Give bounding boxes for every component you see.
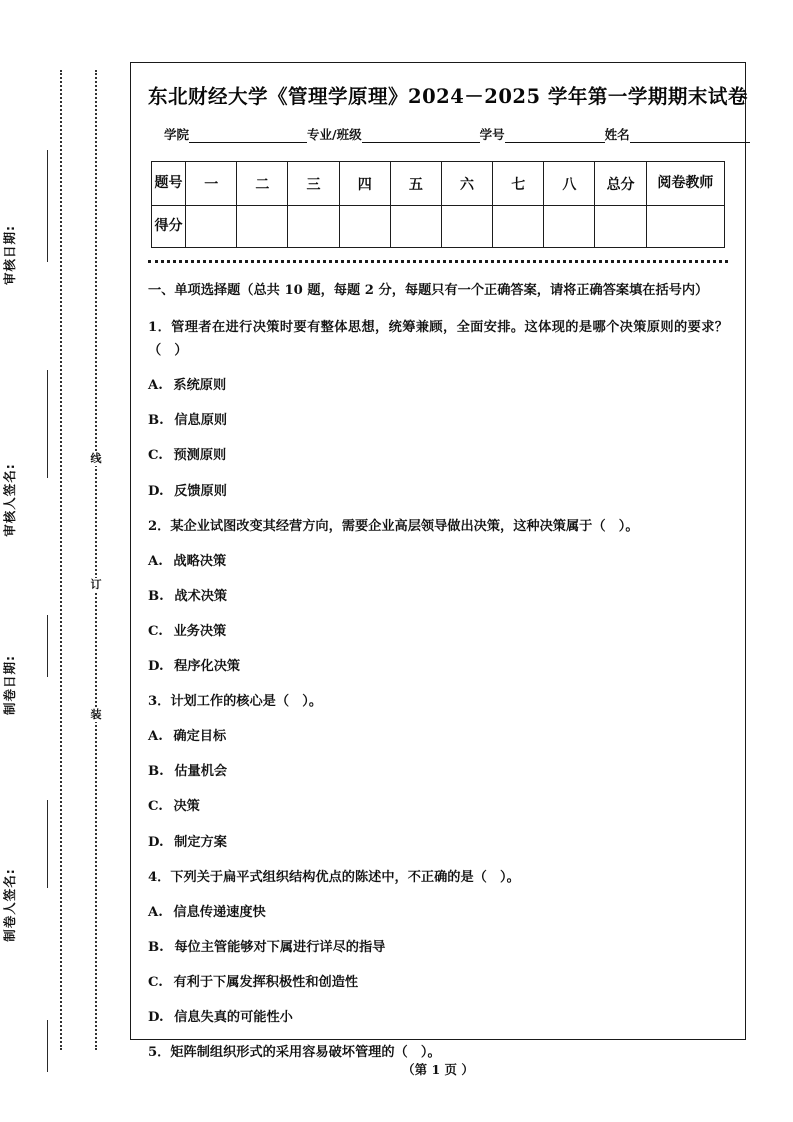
score-cell-8[interactable]: [544, 206, 595, 248]
student-info-row: [164, 125, 728, 143]
option-letter: B.: [148, 764, 164, 780]
question-1-option-b[interactable]: [148, 409, 728, 432]
option-text: 确定目标: [173, 729, 227, 745]
major-class-field[interactable]: [307, 125, 480, 143]
col-header-teacher: 阅卷教师: [646, 162, 724, 206]
question-5-stem: 5．矩阵制组织形式的采用容易破坏管理的（ ）。: [148, 1045, 441, 1061]
col-header-3: 三: [288, 162, 339, 206]
score-table-body: [152, 162, 725, 248]
name-input[interactable]: [630, 129, 750, 143]
question-1-option-c[interactable]: [148, 444, 728, 467]
option-text: 战略决策: [173, 553, 227, 569]
option-letter: D.: [148, 659, 164, 675]
margin-rule-5: [47, 1020, 48, 1072]
question-2-option-b[interactable]: [148, 585, 728, 608]
name-label: 姓名: [604, 127, 630, 142]
dotted-separator: [148, 260, 728, 263]
option-letter: B.: [148, 939, 164, 955]
row-header-score: [152, 206, 186, 248]
option-letter: A.: [148, 729, 163, 745]
college-field[interactable]: [164, 125, 307, 143]
score-cell-1[interactable]: [186, 206, 237, 248]
score-cell-6[interactable]: [441, 206, 492, 248]
margin-rule-1: [47, 150, 48, 262]
question-4-stem: 4．下列关于扁平式组织结构优点的陈述中，不正确的是（ ）。: [148, 869, 520, 885]
option-letter: D.: [148, 834, 164, 850]
score-cell-7[interactable]: [493, 206, 544, 248]
col-header-6: 六: [441, 162, 492, 206]
score-cell-total[interactable]: [595, 206, 646, 248]
option-text: 战术决策: [174, 588, 228, 604]
option-text: 系统原则: [173, 378, 227, 394]
option-letter: C.: [148, 623, 163, 639]
option-letter: A.: [148, 378, 163, 394]
seal-dotted-line-outer: [60, 70, 62, 1050]
table-row-scores: [152, 206, 725, 248]
option-text: 预测原则: [173, 448, 227, 464]
paper-date-label: 制卷日期:: [2, 655, 17, 715]
option-text: 信息失真的可能性小: [174, 1009, 293, 1025]
col-header-4: 四: [339, 162, 390, 206]
row-header-score-text: 得分: [154, 218, 183, 235]
option-text: 有利于下属发挥积极性和创造性: [173, 974, 359, 990]
question-4-option-d[interactable]: [148, 1006, 728, 1029]
option-text: 程序化决策: [174, 659, 241, 675]
question-2-option-d[interactable]: [148, 655, 728, 678]
question-4-option-c[interactable]: [148, 971, 728, 994]
col-header-8: 八: [544, 162, 595, 206]
question-1-stem: 1．管理者在进行决策时要有整体思想，统筹兼顾，全面安排。这体现的是哪个决策原则的要求？（ ）: [148, 320, 728, 359]
margin-rule-2: [47, 370, 48, 478]
option-letter: B.: [148, 588, 164, 604]
page-title: 东北财经大学《管理学原理》2024－2025 学年第一学期期末试卷: [148, 85, 748, 108]
question-3-stem: 3．计划工作的核心是（ ）。: [148, 694, 323, 710]
paper-author-signature-label: 制卷人签名:: [2, 868, 17, 942]
margin-rule-4: [47, 800, 48, 888]
seal-char-ding: 订: [88, 578, 104, 592]
reviewer-signature-label: 审核人签名:: [2, 463, 17, 537]
seal-dotted-line-inner: [95, 70, 97, 1050]
option-text: 信息原则: [174, 413, 228, 429]
question-3-option-d[interactable]: [148, 831, 728, 854]
margin-rule-3: [47, 615, 48, 677]
score-cell-teacher[interactable]: [646, 206, 724, 248]
section-heading: 一、单项选择题（总共 10 题，每题 2 分，每题只有一个正确答案，请将正确答案填在括号内）: [148, 283, 709, 298]
question-3-option-a[interactable]: [148, 725, 728, 748]
question-4-option-b[interactable]: [148, 936, 728, 959]
question-1-option-d[interactable]: [148, 480, 728, 503]
question-3-option-b[interactable]: [148, 760, 728, 783]
seal-char-xian: 线: [88, 452, 104, 466]
option-text: 信息传递速度快: [173, 904, 266, 920]
option-text: 业务决策: [173, 623, 227, 639]
option-letter: A.: [148, 553, 163, 569]
name-field[interactable]: [605, 125, 750, 143]
option-text: 估量机会: [174, 764, 228, 780]
page-footer: （第 1 页 ）: [402, 1062, 474, 1077]
table-row-question-numbers: [152, 162, 725, 206]
score-cell-3[interactable]: [288, 206, 339, 248]
left-margin: [0, 0, 128, 1122]
col-header-7: 七: [493, 162, 544, 206]
seal-char-zhuang: 装: [88, 708, 104, 722]
question-content: [148, 279, 728, 1064]
option-letter: B.: [148, 413, 164, 429]
option-letter: D.: [148, 483, 164, 499]
college-input[interactable]: [189, 129, 307, 143]
question-2-stem: 2．某企业试图改变其经营方向，需要企业高层领导做出决策，这种决策属于（ ）。: [148, 518, 639, 534]
row-header-question-no: [152, 162, 186, 206]
option-text: 反馈原则: [174, 483, 227, 499]
option-letter: A.: [148, 904, 163, 920]
option-letter: C.: [148, 974, 163, 990]
major-class-input[interactable]: [362, 129, 480, 143]
score-cell-4[interactable]: [339, 206, 390, 248]
student-id-input[interactable]: [505, 129, 605, 143]
option-letter: D.: [148, 1009, 164, 1025]
option-letter: C.: [148, 448, 163, 464]
question-4-option-a[interactable]: [148, 901, 728, 924]
college-label: 学院: [164, 127, 190, 142]
question-3-option-c[interactable]: [148, 795, 728, 818]
student-id-label: 学号: [479, 127, 505, 142]
col-header-2: 二: [237, 162, 288, 206]
score-cell-5[interactable]: [390, 206, 441, 248]
review-date-label: 审核日期:: [2, 225, 17, 285]
option-text: 制定方案: [174, 834, 227, 850]
question-2-option-c[interactable]: [148, 620, 728, 643]
score-cell-2[interactable]: [237, 206, 288, 248]
exam-paper: [130, 62, 748, 1061]
option-text: 每位主管能够对下属进行详尽的指导: [174, 939, 386, 955]
option-text: 决策: [173, 799, 200, 815]
row-header-question-no-text: 题号: [154, 175, 183, 192]
col-header-total: 总分: [595, 162, 646, 206]
major-class-label: 专业/班级: [307, 127, 362, 142]
student-id-field[interactable]: [480, 125, 605, 143]
score-table: [151, 161, 725, 248]
question-1-option-a[interactable]: [148, 374, 728, 397]
option-letter: C.: [148, 799, 163, 815]
question-2-option-a[interactable]: [148, 550, 728, 573]
col-header-1: 一: [186, 162, 237, 206]
col-header-5: 五: [390, 162, 441, 206]
